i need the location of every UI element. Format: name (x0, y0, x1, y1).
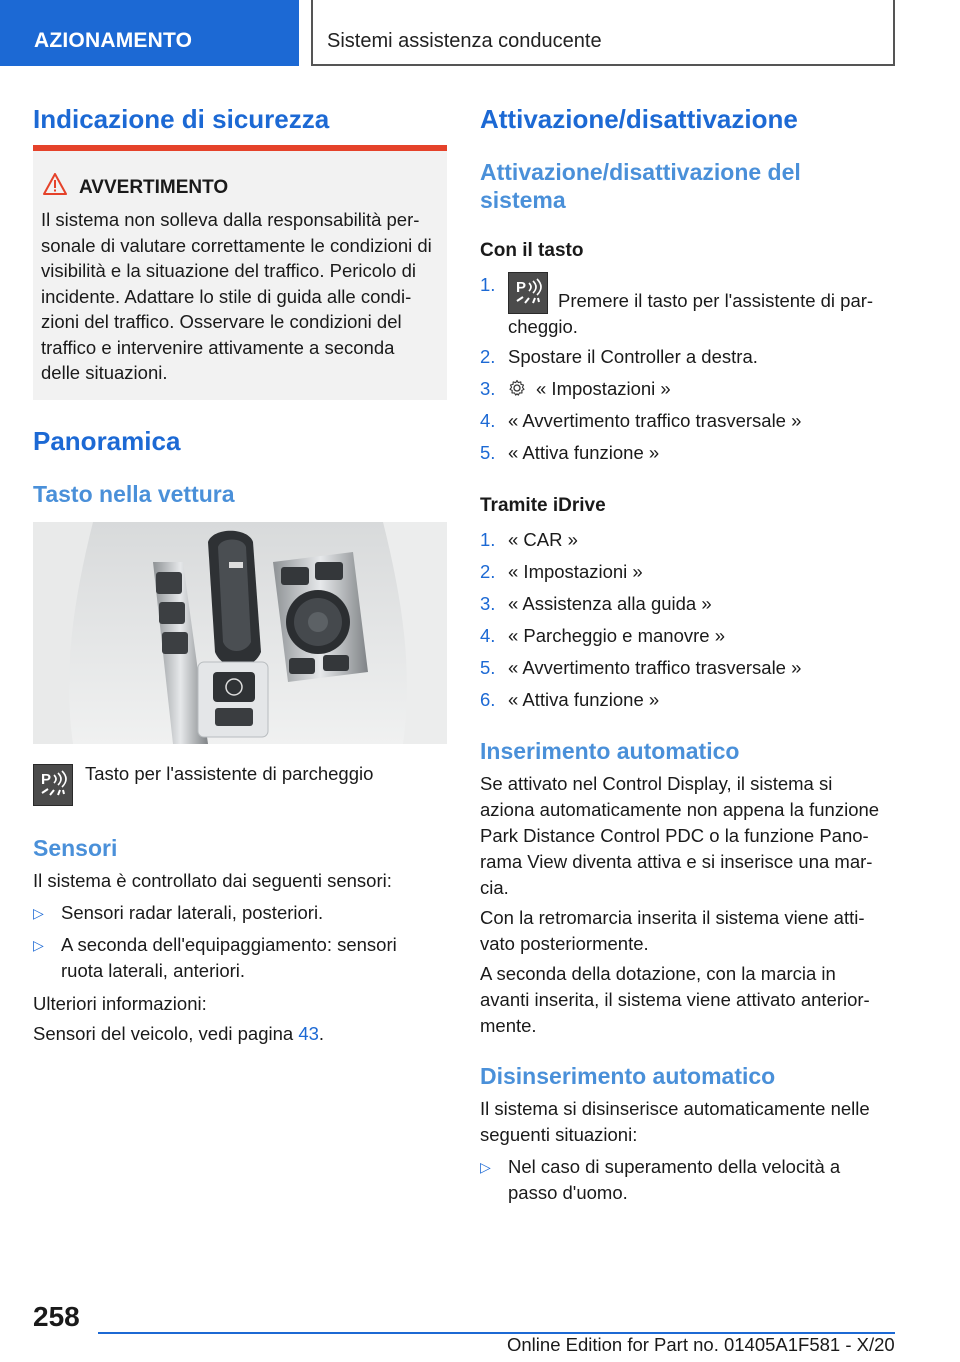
step-number: 5. (480, 442, 496, 463)
step-number: 5. (480, 657, 496, 678)
auto-off-paragraph: Il sistema si disinserisce automaticamente nelle seguenti situazioni: (480, 1098, 870, 1145)
step-item: 1. « CAR » (480, 527, 801, 553)
warning-line: Il sistema non solleva dalla responsabilità per- (41, 209, 420, 230)
auto-off-list (480, 1154, 840, 1212)
bullet-triangle-icon: ▷ (480, 1159, 491, 1175)
step-item: 2. « Impostazioni » (480, 559, 801, 585)
button-heading: Tasto nella vettura (33, 481, 235, 507)
safety-heading: Indicazione di sicurezza (33, 104, 330, 134)
svg-text:P: P (41, 771, 52, 788)
warning-text (41, 207, 443, 386)
section-title: AZIONAMENTO (34, 29, 193, 52)
list-item: ▷ Nel caso di superamento della velocità a passo d'uomo. (480, 1156, 841, 1203)
step-item: 1. P Premere il tasto per l'assistente di par- cheggio. (480, 274, 874, 337)
sensors-list (33, 900, 397, 990)
warning-triangle-icon (43, 173, 67, 195)
warning-title: AVVERTIMENTO (79, 177, 229, 198)
step-number: 2. (480, 346, 496, 367)
auto-on-paragraph: Se attivato nel Control Display, il sistema si aziona automaticamente non appena la funzione Park Distance Control PDC o la funzione Pano- rama View diventa attiva e si inserisce una mar- cia. (480, 773, 880, 898)
step-number: 3. (480, 593, 496, 614)
via-idrive-heading: Tramite iDrive (480, 495, 606, 516)
svg-text:P: P (516, 279, 527, 296)
list-item: ▷ A seconda dell'equipaggiamento: sensori ruota laterali, anteriori. (33, 934, 397, 981)
step-item: 4. « Avvertimento traffico trasversale » (480, 408, 873, 434)
step-number: 4. (480, 410, 496, 431)
step-item: 5. « Avvertimento traffico trasversale » (480, 655, 801, 681)
page-reference-link[interactable]: 43 (298, 1023, 319, 1044)
step-number: 1. (480, 274, 496, 295)
warning-line: incidente. Adattare lo stile di guida alle condi- (41, 285, 412, 307)
section-tab (0, 0, 299, 66)
activation-heading: Attivazione/disattivazione (480, 104, 798, 134)
step-item: 3. « Assistenza alla guida » (480, 591, 801, 617)
center-console-photo (33, 522, 447, 744)
button-steps-list (480, 272, 873, 472)
bullet-triangle-icon: ▷ (33, 937, 44, 953)
bullet-triangle-icon: ▷ (33, 905, 44, 921)
edition-text: Online Edition for Part no. 01405A1F581 - X/20 (507, 1334, 895, 1355)
idrive-steps-list (480, 527, 801, 719)
sensors-heading: Sensori (33, 835, 118, 861)
warning-line: delle situazioni. (41, 362, 168, 383)
auto-on-paragraph: Con la retromarcia inserita il sistema viene atti- vato posteriormente. (480, 907, 865, 954)
chapter-tab (311, 0, 895, 66)
parking-assistant-button-icon (508, 272, 548, 314)
warning-line: zioni del traffico. Osservare le condizioni del (41, 311, 402, 332)
step-item: 2. Spostare il Controller a destra. (480, 344, 873, 370)
see-page-text: Sensori del veicolo, vedi pagina 43. (33, 1023, 325, 1044)
step-number: 4. (480, 625, 496, 646)
sensors-intro: Il sistema è controllato dai seguenti sensori: (33, 870, 392, 891)
step-number: 6. (480, 689, 496, 710)
step-item: 5. « Attiva funzione » (480, 440, 873, 466)
auto-off-heading: Disinserimento automatico (480, 1063, 776, 1089)
activation-subheading: Attivazione/disattivazione del sistema (480, 159, 801, 213)
list-item: ▷ Sensori radar laterali, posteriori. (33, 900, 397, 926)
auto-on-paragraph: A seconda della dotazione, con la marcia in avanti inserita, il sistema viene attivato anterior- mente. (480, 963, 870, 1036)
warning-line: visibilità e la situazione del traffico. Pericolo di (41, 260, 416, 281)
warning-box (33, 145, 447, 400)
chapter-title: Sistemi assistenza conducente (327, 30, 602, 52)
step-number: 2. (480, 561, 496, 582)
warning-line: sonale di valutare correttamente le condizioni di (41, 234, 432, 256)
warning-line: traffico e intervenire attivamente a seconda (41, 336, 395, 358)
page-number: 258 (33, 1301, 80, 1332)
step-number: 3. (480, 378, 496, 399)
parking-assistant-button-icon (33, 764, 73, 806)
button-caption: Tasto per l'assistente di parcheggio (85, 763, 374, 784)
gear-icon (508, 379, 526, 397)
overview-heading: Panoramica (33, 426, 181, 456)
step-item: 4. « Parcheggio e manovre » (480, 623, 801, 649)
more-info-label: Ulteriori informazioni: (33, 993, 207, 1014)
step-item: 3. « Impostazioni » (480, 376, 873, 402)
step-number: 1. (480, 529, 496, 550)
with-button-heading: Con il tasto (480, 240, 584, 261)
auto-on-heading: Inserimento automatico (480, 738, 740, 764)
step-item: 6. « Attiva funzione » (480, 687, 801, 713)
